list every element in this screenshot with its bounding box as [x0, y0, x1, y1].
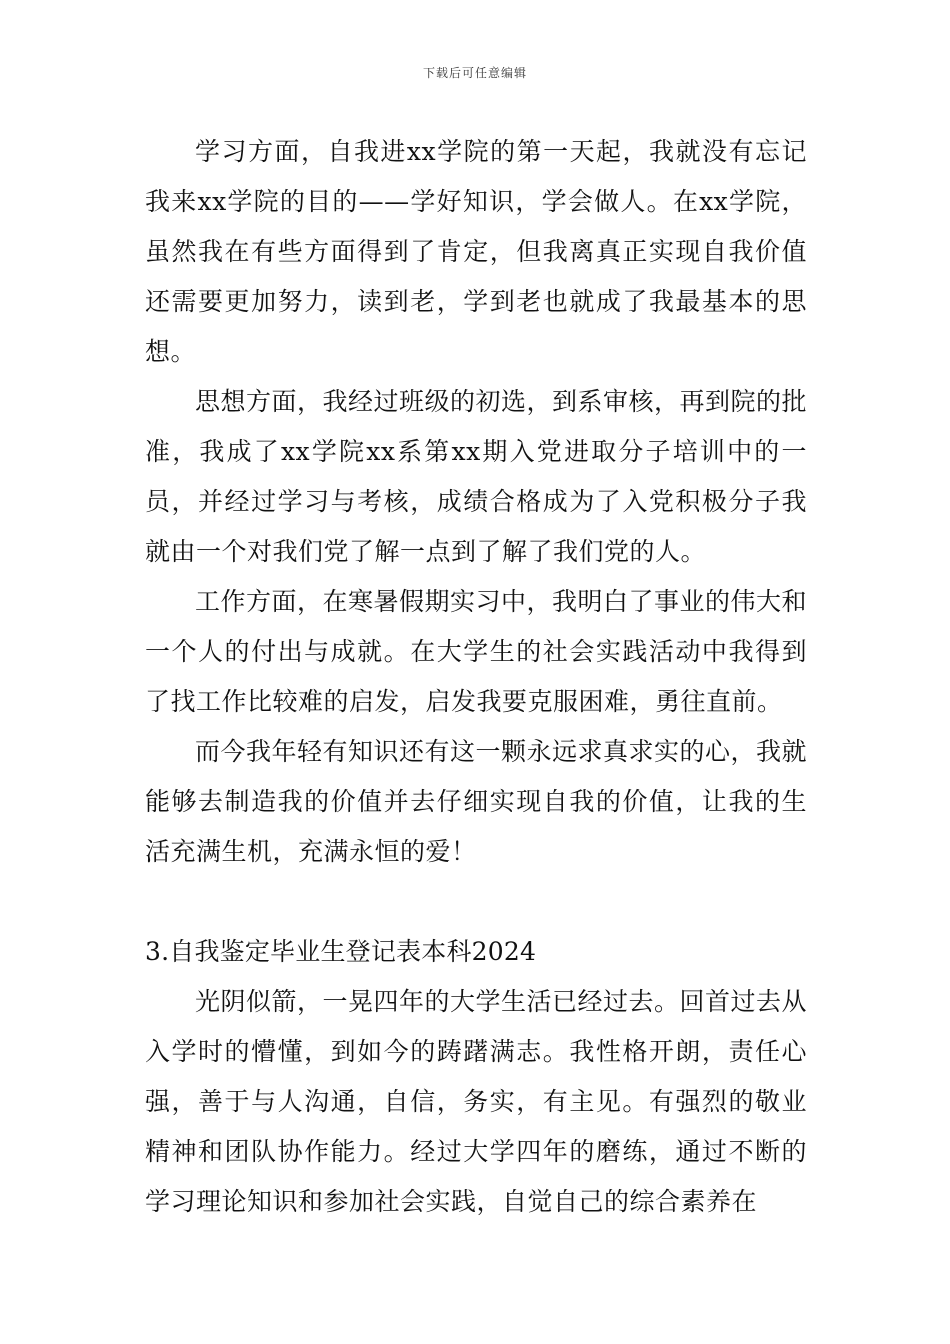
page-header-note: 下载后可任意编辑: [422, 66, 527, 80]
section-heading: 3.自我鉴定毕业生登记表本科2024: [145, 937, 537, 966]
paragraph-section-intro: 光阴似箭，一晃四年的大学生活已经过去。回首过去从入学时的懵懂，到如今的踌躇满志。我性格开朗，责任心强，善于与人沟通，自信，务实，有主见。有强烈的敬业精神和团队协作能力。经过大学四年的磨练，通过不断的学习理论知识和参加社会实践，自觉自己的综合素养在: [145, 987, 808, 1216]
paragraph-study: 学习方面，自我进xx学院的第一天起，我就没有忘记我来xx学院的目的——学好知识，学会做人。在xx学院，虽然我在有些方面得到了肯定，但我离真正实现自我价值还需要更加努力，读到老，学到老也就成了我最基本的思想。: [145, 137, 807, 366]
document-body: [145, 127, 807, 1227]
paragraph-thought: 思想方面，我经过班级的初选，到系审核，再到院的批准，我成了xx学院xx系第xx期入党进取分子培训中的一员，并经过学习与考核，成绩合格成为了入党积极分子我就由一个对我们党了解一点到了解了我们党的人。: [145, 387, 808, 566]
section-spacer: [145, 877, 807, 927]
paragraph-conclusion: 而今我年轻有知识还有这一颗永远求真求实的心，我就能够去制造我的价值并去仔细实现自我的价值，让我的生活充满生机，充满永恒的爱！: [145, 737, 808, 866]
paragraph-work: 工作方面，在寒暑假期实习中，我明白了事业的伟大和一个人的付出与成就。在大学生的社会实践活动中我得到了找工作比较难的启发，启发我要克服困难，勇往直前。: [145, 587, 808, 716]
